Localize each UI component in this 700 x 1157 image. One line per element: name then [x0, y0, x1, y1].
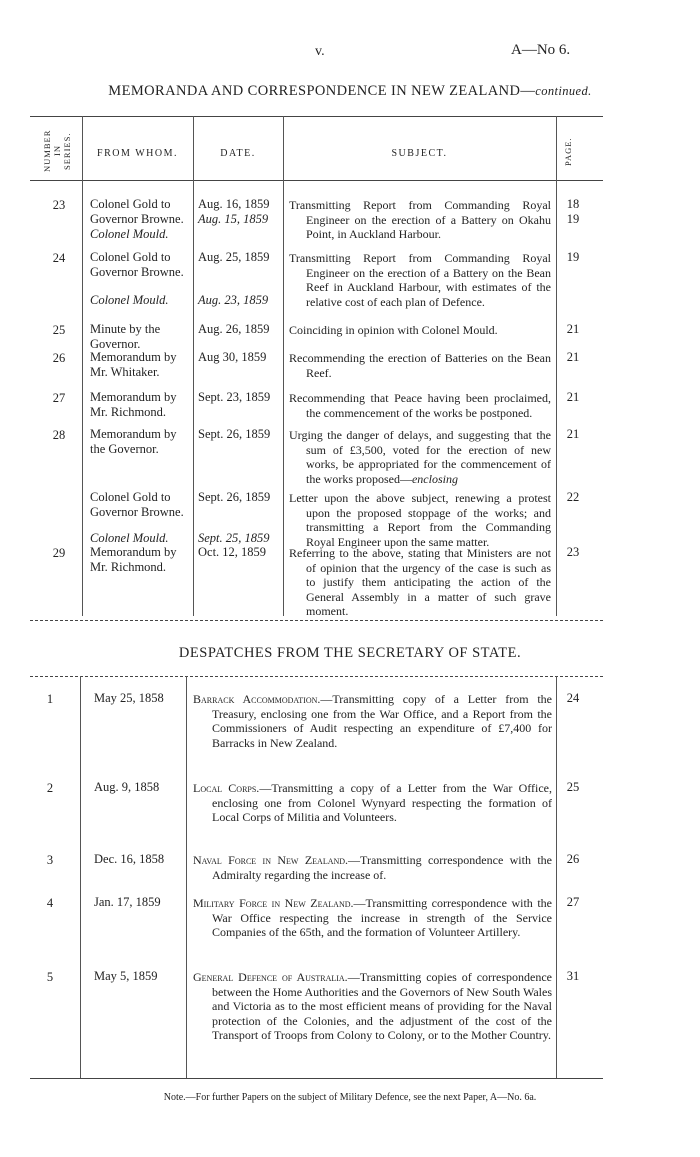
- row-number: 25: [52, 323, 66, 337]
- despatch-date: Aug. 9, 1858: [94, 780, 160, 794]
- row-subject: Transmitting Report from Commanding Royal Engineer on the erection of a Battery on Okahu Point, in Auckland Harbour.: [289, 198, 551, 241]
- row-page: 21: [566, 322, 580, 336]
- row-number: 23: [52, 198, 66, 212]
- despatch-subject: General Defence of Australia.—Transmitting copies of correspondence between the Home Authorities and the Governors of New South Wales and Victoria as to the most efficient means of providing for the Naval protection of the Colonies, and the adjustment of the cost of the Transport of Troops from Colony to Colony, or to the Mother Country.: [193, 970, 553, 1042]
- col-divider: [80, 676, 81, 1078]
- row-from: Memorandum by the Governor.: [90, 427, 177, 456]
- header-bottom-rule: [30, 180, 603, 181]
- despatch-number: 5: [46, 970, 54, 984]
- despatch-subject: Barrack Accommodation.—Transmitting copy of a Letter from the Treasury, enclosing one from the War Office, and a Report from the Commissioners of Audit respecting an expenditure of £7,400 for Barracks in New Zealand.: [193, 692, 552, 750]
- despatch-page: 27: [566, 895, 580, 909]
- col-header-number: NUMBER IN SERIES.: [42, 129, 72, 173]
- despatch-subject: Local Corps.—Transmitting a copy of a Letter from the War Office, enclosing one from Colonel Wynyard respecting the formation of Local Corps of Militia and Volunteers.: [193, 781, 553, 824]
- row-subject: Letter upon the above subject, renewing a protest upon the proposed stoppage of the works; and transmitting a Report from the Commanding Royal Engineer upon the same matter.: [289, 491, 551, 549]
- row-date: Aug. 26, 1859: [198, 322, 270, 336]
- row-subject: Urging the danger of delays, and suggesting that the sum of £3,500, voted for the erection of new works, be appropriated for the commencement of the works proposed—enclosing: [289, 428, 551, 486]
- col-header-date: DATE.: [220, 148, 256, 159]
- row-from: Minute by the Governor.: [90, 322, 161, 351]
- row-page: 21: [566, 390, 580, 404]
- row-from: Colonel Gold to Governor Browne. Colonel Mould.: [90, 197, 184, 241]
- row-date: Aug. 16, 1859 Aug. 15, 1859: [198, 197, 270, 226]
- col-divider: [82, 116, 83, 616]
- col-header-subject: SUBJECT.: [391, 148, 448, 159]
- row-subject: Referring to the above, stating that Ministers are not of opinion that the urgency of the case is such as to justify them anticipating the action of the General Assembly in a matter of such grave moment.: [289, 546, 551, 618]
- col-divider: [186, 676, 187, 1078]
- row-number: 29: [52, 546, 66, 560]
- row-from: Colonel Gold to Governor Browne. Colonel Mould.: [90, 250, 184, 307]
- row-page: 23: [566, 545, 580, 559]
- row-page: 18 19: [566, 197, 580, 226]
- row-date: Aug. 25, 1859 Aug. 23, 1859: [198, 250, 270, 307]
- despatch-page: 31: [566, 969, 580, 983]
- despatch-date: May 25, 1858: [94, 691, 164, 705]
- col-divider: [556, 116, 557, 616]
- row-subject: Recommending that Peace having been proclaimed, the commencement of the works be postponed.: [289, 391, 551, 420]
- despatch-subject: Naval Force in New Zealand.—Transmitting correspondence with the Admiralty regarding the increase of.: [193, 853, 552, 882]
- footnote: Note.—For further Papers on the subject of Military Defence, see the next Paper, A—No. 6a.: [163, 1092, 537, 1103]
- despatch-date: Dec. 16, 1858: [94, 852, 165, 866]
- row-number: 27: [52, 391, 66, 405]
- table-bottom-rule: [30, 620, 603, 621]
- despatch-date: Jan. 17, 1859: [94, 895, 161, 909]
- col-header-page: PAGE.: [563, 137, 573, 167]
- row-subject: Recommending the erection of Batteries on the Bean Reef.: [289, 351, 551, 380]
- row-date: Oct. 12, 1859: [198, 545, 267, 559]
- row-date: Aug 30, 1859: [198, 350, 267, 364]
- page-number: v.: [315, 44, 325, 59]
- col-divider: [283, 116, 284, 616]
- row-page: 21: [566, 350, 580, 364]
- despatch-number: 2: [46, 781, 54, 795]
- row-number: 26: [52, 351, 66, 365]
- despatch-number: 4: [46, 896, 54, 910]
- row-page: 21: [566, 427, 580, 441]
- despatch-subject: Military Force in New Zealand.—Transmitting correspondence with the War Office respecting the increase in strength of the Service Companies of the 65th, and the formation of Volunteer Artillery.: [193, 896, 552, 939]
- row-from: Memorandum by Mr. Whitaker.: [90, 350, 177, 379]
- row-subject: Transmitting Report from Commanding Royal Engineer on the erection of a Battery on the Bean Reef in Auckland Harbour, with estimates of the relative cost of each plan of Defence.: [289, 251, 551, 309]
- col-divider: [556, 676, 557, 1078]
- despatches-top-rule: [30, 676, 603, 677]
- despatch-number: 3: [46, 853, 54, 867]
- col-divider: [193, 116, 194, 616]
- section-title: MEMORANDA AND CORRESPONDENCE IN NEW ZEALAND—continued.: [108, 83, 592, 99]
- row-from: Colonel Gold to Governor Browne. Colonel Mould.: [90, 490, 184, 545]
- despatch-date: May 5, 1859: [94, 969, 158, 983]
- row-number: 24: [52, 251, 66, 265]
- row-from: Memorandum by Mr. Richmond.: [90, 545, 177, 574]
- despatches-title: DESPATCHES FROM THE SECRETARY OF STATE.: [178, 645, 522, 661]
- row-page: 22: [566, 490, 580, 504]
- despatch-page: 25: [566, 780, 580, 794]
- row-number: 28: [52, 428, 66, 442]
- row-date: Sept. 23, 1859: [198, 390, 271, 404]
- col-header-from: FROM WHOM.: [97, 148, 178, 159]
- row-subject: Coinciding in opinion with Colonel Mould.: [289, 323, 498, 337]
- paper-code: A—No 6.: [511, 42, 571, 58]
- row-page: 19: [566, 250, 580, 264]
- despatch-page: 24: [566, 691, 580, 705]
- row-from: Memorandum by Mr. Richmond.: [90, 390, 177, 419]
- despatch-page: 26: [566, 852, 580, 866]
- row-date: Sept. 26, 1859 Sept. 25, 1859: [198, 490, 271, 545]
- row-date: Sept. 26, 1859: [198, 427, 271, 441]
- despatches-bottom-rule: [30, 1078, 603, 1079]
- table-top-rule: [30, 116, 603, 117]
- despatch-number: 1: [46, 692, 54, 706]
